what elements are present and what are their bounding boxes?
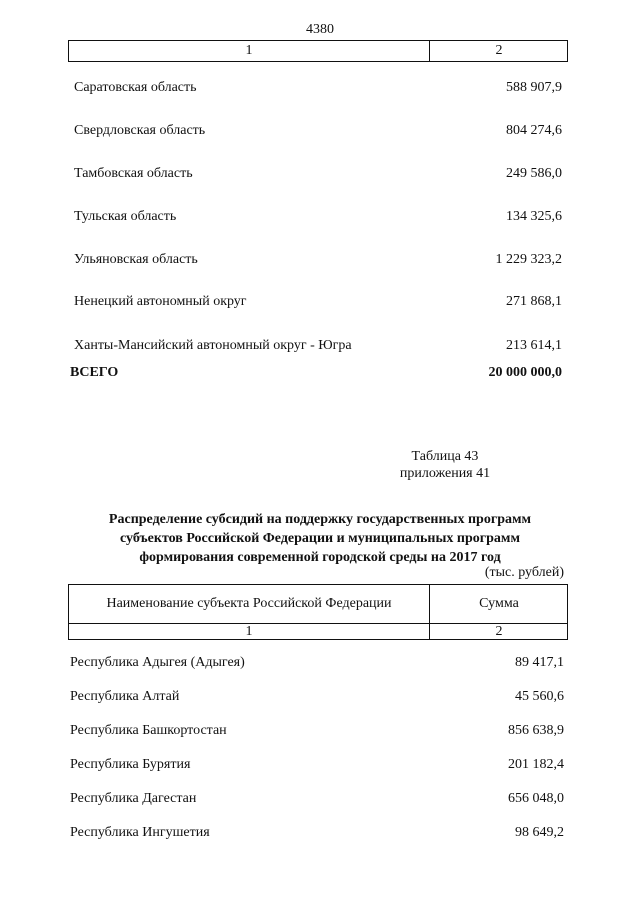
- title-line: субъектов Российской Федерации и муниципальных программ: [120, 531, 520, 546]
- table-row: [74, 209, 562, 229]
- page-number: 4380: [306, 22, 334, 37]
- bottom-table-column-numbers: [68, 623, 568, 640]
- table-row: [70, 655, 564, 675]
- top-column-number-2: 2: [495, 43, 503, 58]
- region-amount: 1 229 323,2: [495, 252, 562, 267]
- region-name: Республика Ингушетия: [70, 825, 210, 840]
- table-row: [74, 123, 562, 143]
- region-amount: 134 325,6: [506, 209, 562, 224]
- region-amount: 45 560,6: [515, 689, 564, 704]
- region-name: Республика Башкортостан: [70, 723, 227, 738]
- region-amount: 271 868,1: [506, 294, 562, 309]
- top-column-number-1: 1: [245, 43, 253, 58]
- region-amount: 588 907,9: [506, 80, 562, 95]
- bottom-column-number-2: 2: [495, 623, 503, 639]
- region-amount: 201 182,4: [508, 757, 564, 772]
- region-name: Республика Алтай: [70, 689, 180, 704]
- region-name: Республика Бурятия: [70, 757, 191, 772]
- region-name: Республика Дагестан: [70, 791, 197, 806]
- table-row: [74, 166, 562, 186]
- region-name: Тульская область: [74, 209, 177, 224]
- header-region-name: Наименование субъекта Российской Федерации: [106, 596, 392, 611]
- region-name: Саратовская область: [74, 80, 197, 95]
- table-row: [70, 723, 564, 743]
- bottom-table-header: [68, 584, 568, 624]
- appendix-reference: приложения 41: [399, 466, 491, 481]
- total-label: ВСЕГО: [70, 365, 119, 380]
- total-amount: 20 000 000,0: [488, 365, 562, 380]
- header-amount: Сумма: [479, 596, 519, 611]
- region-amount: 213 614,1: [506, 338, 562, 353]
- table-row: [74, 252, 562, 272]
- table-row: [70, 689, 564, 709]
- region-amount: 804 274,6: [506, 123, 562, 138]
- table-row: [74, 80, 562, 100]
- region-amount: 249 586,0: [506, 166, 562, 181]
- region-name: Свердловская область: [74, 123, 206, 138]
- top-table-column-numbers: [68, 40, 568, 62]
- table-row: [70, 825, 564, 845]
- region-amount: 98 649,2: [515, 825, 564, 840]
- region-amount: 856 638,9: [508, 723, 564, 738]
- bottom-column-number-1: 1: [245, 623, 253, 639]
- units-note: (тыс. рублей): [484, 565, 564, 580]
- table-row: [70, 757, 564, 777]
- section-title: [40, 510, 600, 567]
- total-row: [70, 365, 562, 385]
- table-number-label: [340, 448, 550, 482]
- region-amount: 89 417,1: [515, 655, 564, 670]
- region-name: Ульяновская область: [74, 252, 198, 267]
- title-line: Распределение субсидий на поддержку государственных программ: [108, 512, 532, 527]
- region-name: Ханты-Мансийский автономный округ - Югра: [74, 338, 352, 353]
- region-amount: 656 048,0: [508, 791, 564, 806]
- table-row: [70, 791, 564, 811]
- region-name: Тамбовская область: [74, 166, 193, 181]
- region-name: Ненецкий автономный округ: [74, 294, 247, 309]
- title-line: формирования современной городской среды на 2017 год: [139, 550, 501, 565]
- table-row: [74, 338, 562, 358]
- table-number: Таблица 43: [411, 449, 479, 464]
- table-row: [74, 294, 562, 314]
- region-name: Республика Адыгея (Адыгея): [70, 655, 245, 670]
